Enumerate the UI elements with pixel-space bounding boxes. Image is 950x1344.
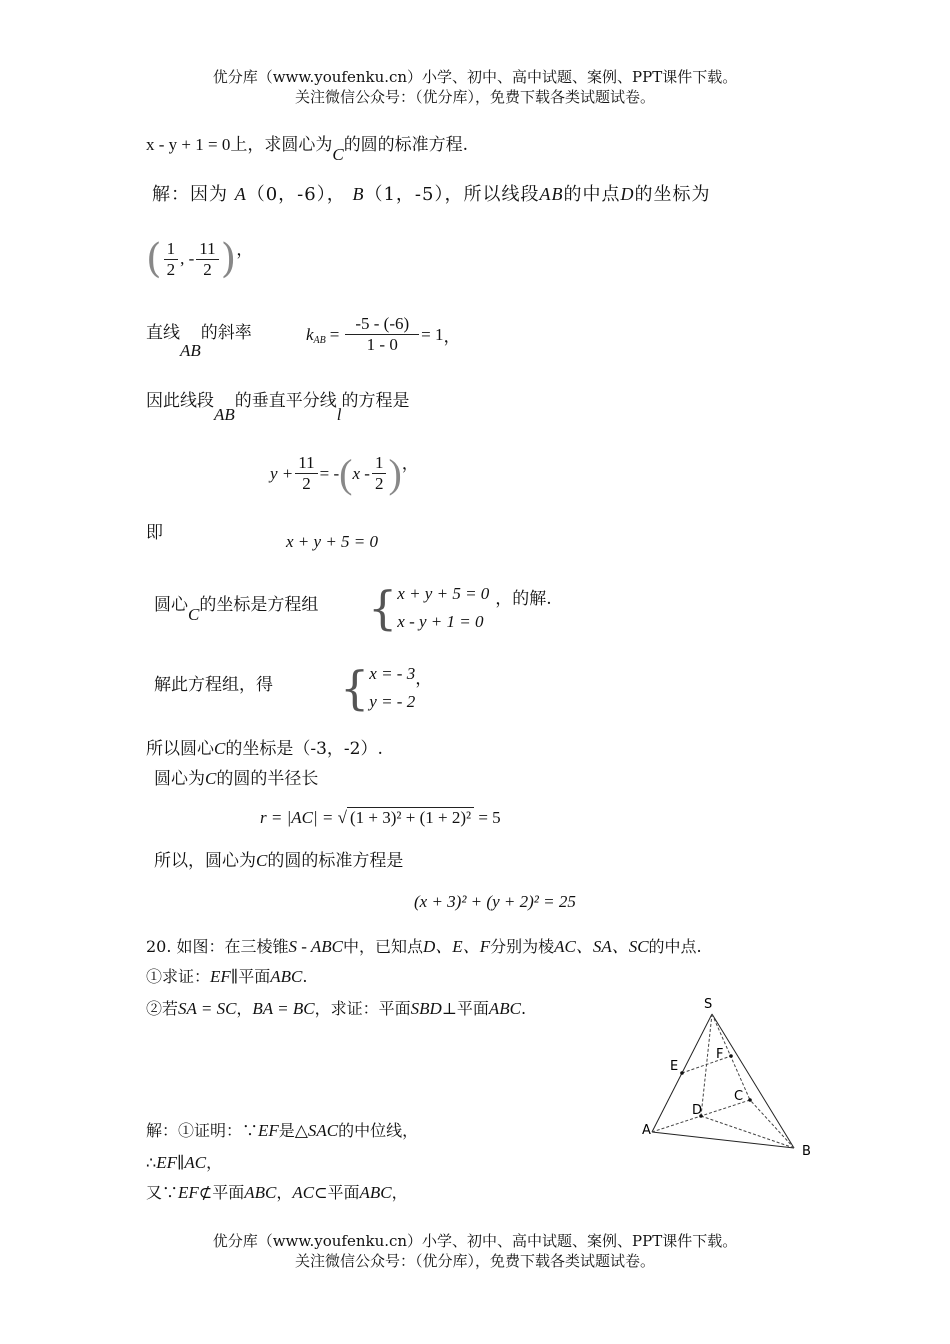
- text: ⊥平面: [441, 999, 489, 1018]
- point-a: A: [234, 184, 247, 204]
- problem-20-q1: [146, 964, 307, 987]
- header-line-2: 关注微信公众号：（优分库），免费下载各类试题试卷。: [294, 88, 655, 106]
- footer-line-2: 关注微信公众号：（优分库），免费下载各类试题试卷。: [294, 1252, 655, 1270]
- var-c: C: [332, 145, 344, 164]
- text: ，求证：平面: [314, 999, 411, 1018]
- plane-sbd: SBD: [410, 999, 442, 1018]
- segment-sd: [701, 1014, 712, 1116]
- label-a: A: [642, 1123, 651, 1138]
- plane-abc: ABC: [270, 967, 303, 986]
- text: 圆心: [154, 595, 188, 615]
- solution-intro: [152, 180, 710, 206]
- text: 的中点.: [648, 937, 702, 956]
- text: 所以圆心: [146, 739, 214, 759]
- text: 的圆的标准方程.: [343, 135, 469, 155]
- text: 的坐标为: [634, 184, 711, 205]
- text: 的坐标是方程组: [199, 595, 319, 615]
- text: ，: [276, 1183, 293, 1202]
- coords-b: （1，-5），所以线段: [364, 184, 540, 205]
- segment-ef: EF: [178, 1183, 199, 1202]
- condition-2: BA = BC: [252, 999, 315, 1018]
- perp-equation: y + $\frac{11}{2}$ = - ( x - $\frac{1}{2}$ ) ，: [270, 451, 419, 496]
- text: ∥: [176, 1153, 185, 1172]
- radicand: (1 + 3)² + (1 + 2)²: [347, 807, 474, 827]
- slope-formula: k AB = $\frac{-5 - (-6)}{1 - 0}$ = 1 ，: [306, 314, 461, 354]
- condition-1: SA = SC: [178, 999, 237, 1018]
- text: 又∵: [146, 1183, 179, 1202]
- point-c: [748, 1098, 752, 1102]
- text: 圆心为: [154, 769, 205, 789]
- label-s: S: [704, 997, 713, 1012]
- final-equation: (x + 3)² + (y + 2)² = 25: [414, 892, 576, 911]
- lhs: y +: [270, 463, 294, 483]
- point-d: D: [620, 184, 635, 204]
- slope-fraction: $\frac{-5 - (-6)}{1 - 0}$: [345, 314, 419, 355]
- text: 直线: [146, 323, 180, 343]
- segment-ab: AB: [214, 405, 235, 424]
- text: 所以，圆心为: [154, 851, 256, 871]
- ji-label: 即: [146, 523, 163, 543]
- label-d: D: [692, 1103, 703, 1118]
- equals: = -: [319, 463, 340, 483]
- text: ，: [236, 999, 253, 1018]
- separator: , -: [180, 249, 195, 268]
- text: 的坐标是（-3，-2）.: [225, 739, 383, 759]
- footer-line-1: 优分库（www.youfenku.cn）小学、初中、高中试题、案例、PPT课件下载。: [212, 1232, 738, 1250]
- k-sub: AB: [313, 335, 326, 346]
- edge-ab: [652, 1132, 794, 1148]
- fraction: $\frac{1}{2}$: [372, 453, 387, 494]
- label-c: C: [734, 1089, 744, 1104]
- text: ，的解.: [495, 588, 552, 609]
- segment-ab: AB: [180, 341, 201, 360]
- var-c: C: [205, 769, 217, 788]
- point-b: B: [352, 184, 365, 204]
- text: 因此线段: [146, 391, 214, 411]
- text: ，: [391, 1183, 408, 1202]
- comma: ，: [401, 454, 419, 473]
- pyramid-figure: [630, 990, 830, 1170]
- solution-system: { x = - 3 y = - 2 ，: [340, 661, 433, 715]
- text: ⊄平面: [198, 1183, 245, 1202]
- text: .: [302, 967, 308, 986]
- text: ∴: [146, 1153, 157, 1172]
- fraction: $\frac{11}{2}$: [295, 453, 317, 494]
- problem-20-q2: [146, 996, 526, 1019]
- proof-line-2: [146, 1150, 222, 1173]
- result: = 1: [421, 324, 444, 344]
- point-f: [729, 1054, 733, 1058]
- system-equations: x + y + 5 = 0 x - y + 1 = 0: [397, 584, 490, 631]
- radius-equation: r = |AC| = √ (1 + 3)² + (1 + 2)² = 5: [260, 808, 501, 827]
- label-f: F: [716, 1047, 724, 1062]
- radius-text: [154, 764, 318, 789]
- label-b: B: [802, 1144, 811, 1159]
- var-c: C: [188, 605, 200, 624]
- fraction: $\frac{11}{2}$: [196, 239, 218, 280]
- midpoint-coords: ( $\frac{1}{2}$ , - $\frac{11}{2}$ ) ，: [146, 236, 254, 282]
- text: ，: [206, 1153, 223, 1172]
- segment-ab: AB: [539, 184, 564, 204]
- slope-label: [146, 318, 252, 360]
- plane-abc: ABC: [359, 1183, 392, 1202]
- line-continuation: [146, 130, 469, 164]
- header-line-1: 优分库（www.youfenku.cn）小学、初中、高中试题、案例、PPT课件下载。: [212, 68, 738, 86]
- edge-sb: [712, 1014, 794, 1148]
- segment-ef: EF: [258, 1121, 279, 1140]
- center-system-text: [154, 590, 319, 624]
- comma: ，: [236, 239, 254, 260]
- text: 的圆的半径长: [216, 769, 319, 789]
- proof-line-3: [146, 1180, 408, 1203]
- var-c: C: [256, 851, 268, 870]
- line-equation: x + y + 5 = 0: [286, 532, 379, 551]
- point-e: [680, 1071, 684, 1075]
- x-term: x -: [352, 463, 370, 483]
- segment-ef: EF: [156, 1153, 177, 1172]
- pyramid: S - ABC: [288, 937, 344, 956]
- rhs: = 5: [474, 808, 501, 827]
- plane-abc: ABC: [488, 999, 521, 1018]
- text: ①求证：: [146, 967, 211, 986]
- solve-text: 解此方程组，得: [154, 675, 273, 695]
- text: ②若: [146, 999, 179, 1018]
- points: D、E、F: [423, 937, 491, 956]
- text: 中，已知点: [343, 937, 424, 956]
- equation: x - y + 1 = 0: [146, 135, 231, 154]
- text: 的中点: [563, 184, 621, 205]
- text: 的垂直平分线: [234, 391, 337, 411]
- text: 上，求圆心为: [230, 135, 333, 155]
- text: 20. 如图：在三棱锥: [146, 937, 289, 956]
- coords-a: （0，-6），: [246, 184, 346, 205]
- segment-ef: EF: [210, 967, 231, 986]
- text: 的圆的标准方程是: [267, 851, 404, 871]
- text: 是: [278, 1121, 295, 1140]
- var-c: C: [214, 739, 226, 758]
- problem-20-title: [146, 932, 702, 957]
- center-coords-result: [146, 734, 383, 759]
- proof-line-1: [146, 1118, 418, 1141]
- comma: ，: [443, 327, 461, 346]
- edges: AC、SA、SC: [554, 937, 649, 956]
- solution-values: x = - 3 y = - 2: [369, 664, 416, 711]
- text: ⊂平面: [314, 1183, 360, 1202]
- text: ∥平面: [230, 967, 271, 986]
- comma: ，: [415, 668, 433, 689]
- lhs: r = |AC| =: [260, 808, 338, 827]
- equation-system: { x + y + 5 = 0 x - y + 1 = 0 ，的解.: [368, 581, 552, 635]
- label-e: E: [670, 1059, 679, 1074]
- k: k: [306, 324, 314, 344]
- text: 解：因为: [152, 184, 228, 205]
- text: 的中位线，: [338, 1121, 419, 1140]
- segment-ac: AC: [292, 1183, 315, 1202]
- perp-bisector-text: [146, 386, 410, 424]
- plane-abc: ABC: [244, 1183, 277, 1202]
- text: 分别为棱: [490, 937, 555, 956]
- text: 的斜率: [200, 323, 252, 343]
- segment-ac: AC: [184, 1153, 207, 1172]
- final-text: [154, 846, 403, 871]
- line-l: l: [336, 405, 342, 424]
- fraction: $\frac{1}{2}$: [164, 239, 179, 280]
- triangle-sac: △SAC: [294, 1121, 339, 1140]
- text: 解：①证明：∵: [146, 1121, 259, 1140]
- text: 的方程是: [341, 391, 410, 411]
- text: .: [520, 999, 527, 1018]
